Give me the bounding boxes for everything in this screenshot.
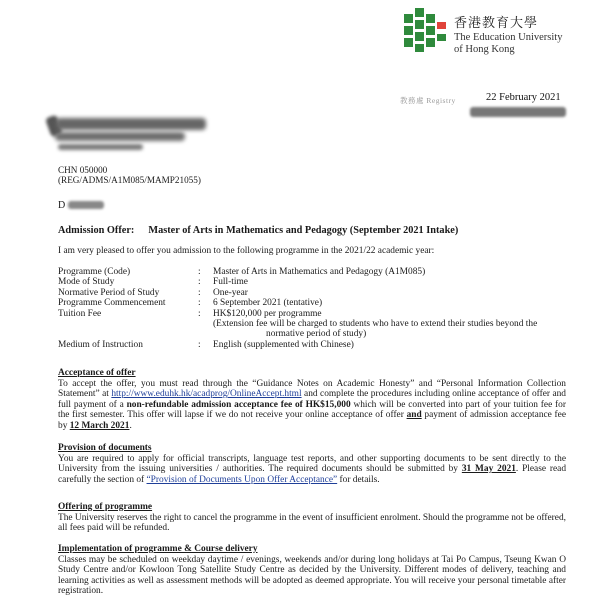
detail-value: English (supplemented with Chinese) (213, 339, 354, 350)
offer-letter: 香港教育大學 The Education University of Hong Kong 教務處 Registry 22 February 2021 CHN 050000 (REG/ADMS/A1M085/MAMP21055) D Admission Offer: Master of Arts in Mathematics and Pedagogy (September 2021 Intake) I am very pleased to offer you admission to the following programme in the 2021/22 academic year: Programme (Code) : Master of Arts in Mathematics and Pedagogy (A1M085) Mode of Study : Full-time Normative Period of Study : One-year Programme Commencement : 6 September 2021 (tentative) Tuition Fee : HK$120,000 per programme (Extension fee will be charged to students who have to extend their studies beyond the normative period of study) Medium of Instruction : English (supplemented with Chinese) Acceptance of offer To accept the offer, you must read through the “Guidance Notes on Academic Honesty” and “Personal Information Collection Statement” at http://www.eduhk.hk/acadprog/OnlineAccept.html and complete the procedures including online acceptance of offer and full payment of a non-refundable admission acceptance fee of HK$15,000 which will be converted into part of your tuition fee for the first semester. This offer will lapse if we do not receive your online acceptance of offer and payment of admission acceptance fee by 12 March 2021. Provision of documents You are required to apply for official transcripts, language test reports, and other supporting documents to be sent directly to the University from the issuing universities / authorities. The required documents should be submitted by 31 May 2021. Please read carefully the section of “Provision of Documents Upon Offer Acceptance” for details. Offering of programme The University reserves the right to cancel the programme in the event of insufficient enrolment. Should the programme not be offered, all fees paid will be refunded. Implementation of programme & Course delivery Classes may be scheduled on weekday daytime / evenings, weekends and/or during long holidays at Tai Po Campus, Tseung Kwan O Study Centre and/or Kowloon Tong Satellite Study Centre as decided by the University. Different modes of delivery, teaching and learning activities as well as assessment methods will be adopted as deemed appropriate. You will receive your personal timetable after registration. (0, 0, 600, 614)
detail-label: Mode of Study (58, 277, 115, 288)
tuition-note-2: normative period of study) (266, 329, 367, 340)
redacted-reference (470, 107, 566, 117)
salutation: D (58, 200, 66, 211)
acceptance-heading: Acceptance of offer (58, 368, 136, 378)
intro-text: I am very pleased to offer you admission to the following programme in the 2021/22 academic year: (58, 246, 435, 256)
detail-value: Full-time (213, 277, 248, 288)
documents-deadline: 31 May 2021 (461, 464, 516, 474)
acceptance-section (58, 368, 566, 431)
acceptance-deadline: 12 March 2021 (69, 420, 130, 431)
detail-label: Medium of Instruction (58, 339, 143, 350)
detail-value: HK$120,000 per programme (213, 308, 322, 319)
detail-label: Tuition Fee (58, 308, 102, 319)
detail-value: One-year (213, 287, 248, 298)
logo-chinese-name: 香港教育大學 (454, 15, 539, 30)
offering-section (58, 502, 566, 534)
offer-label: Admission Offer: (58, 225, 135, 236)
registry-label: 教務處 Registry (400, 96, 456, 105)
tuition-note-1: (Extension fee will be charged to students who have to extend their studies beyond the (213, 318, 538, 329)
redacted-address-line1 (56, 118, 206, 130)
offering-text: The University reserves the right to cancel the programme in the event of insufficient enrolment. Should the programme not be offered, all fees paid will be refunded. (58, 512, 566, 533)
implementation-heading: Implementation of programme & Course delivery (58, 544, 258, 554)
logo-english-line1: The Education University (454, 32, 563, 43)
university-logo (404, 6, 596, 56)
offering-heading: Offering of programme (58, 502, 153, 512)
offer-programme: Master of Arts in Mathematics and Pedagogy (September 2021 Intake) (148, 225, 459, 236)
documents-heading: Provision of documents (58, 443, 152, 453)
offer-heading (58, 225, 458, 236)
detail-label: Programme (Code) (58, 267, 131, 277)
documents-section (58, 443, 566, 485)
online-accept-link[interactable]: http://www.eduhk.hk/acadprog/OnlineAccept.html (111, 389, 302, 399)
reg-reference: (REG/ADMS/A1M085/MAMP21055) (58, 175, 201, 185)
detail-value: 6 September 2021 (tentative) (213, 298, 323, 309)
redacted-address-line3 (58, 144, 143, 150)
detail-label: Programme Commencement (58, 298, 166, 309)
eduhk-emblem-icon (404, 8, 448, 52)
provision-documents-link[interactable]: “Provision of Documents Upon Offer Acceptance” (146, 474, 338, 485)
detail-label: Normative Period of Study (58, 287, 160, 298)
documents-text: You are required to apply for official transcripts, language test reports, and other supporting documents to be sent directly to the University from the issuing universities / authorities. The required documents should be submitted by 31 May 2021. Please read carefully the section of “Provision of Documents Upon Offer Acceptance” for details. (58, 453, 567, 485)
chn-number: CHN 050000 (58, 165, 108, 175)
redacted-address-line2 (55, 132, 185, 141)
detail-value: Master of Arts in Mathematics and Pedagogy (A1M085) (213, 267, 426, 277)
logo-english-line2: of Hong Kong (454, 44, 515, 55)
letter-date: 22 February 2021 (486, 92, 561, 103)
implementation-section (58, 544, 566, 597)
implementation-text: Classes may be scheduled on weekday daytime / evenings, weekends and/or during long holidays at Tai Po Campus, Tseung Kwan O Study Centre and/or Kowloon Tong Satellite Study Centre as decided by the University. Different modes of delivery, teaching and learning activities as well as assessment methods will be adopted as deemed appropriate. You will receive your personal timetable after registration. (58, 554, 566, 596)
redacted-name (68, 201, 104, 209)
acceptance-text: To accept the offer, you must read through the “Guidance Notes on Academic Honesty” and “Personal Information Collection Statement” at http://www.eduhk.hk/acadprog/OnlineAccept.html and complete the procedures including online acceptance of offer and full payment of a non-refundable admission acceptance fee of HK$15,000 which will be converted into part of your tuition fee for the first semester. This offer will lapse if we do not receive your online acceptance of offer and payment of admission acceptance fee by 12 March 2021. (58, 378, 566, 431)
